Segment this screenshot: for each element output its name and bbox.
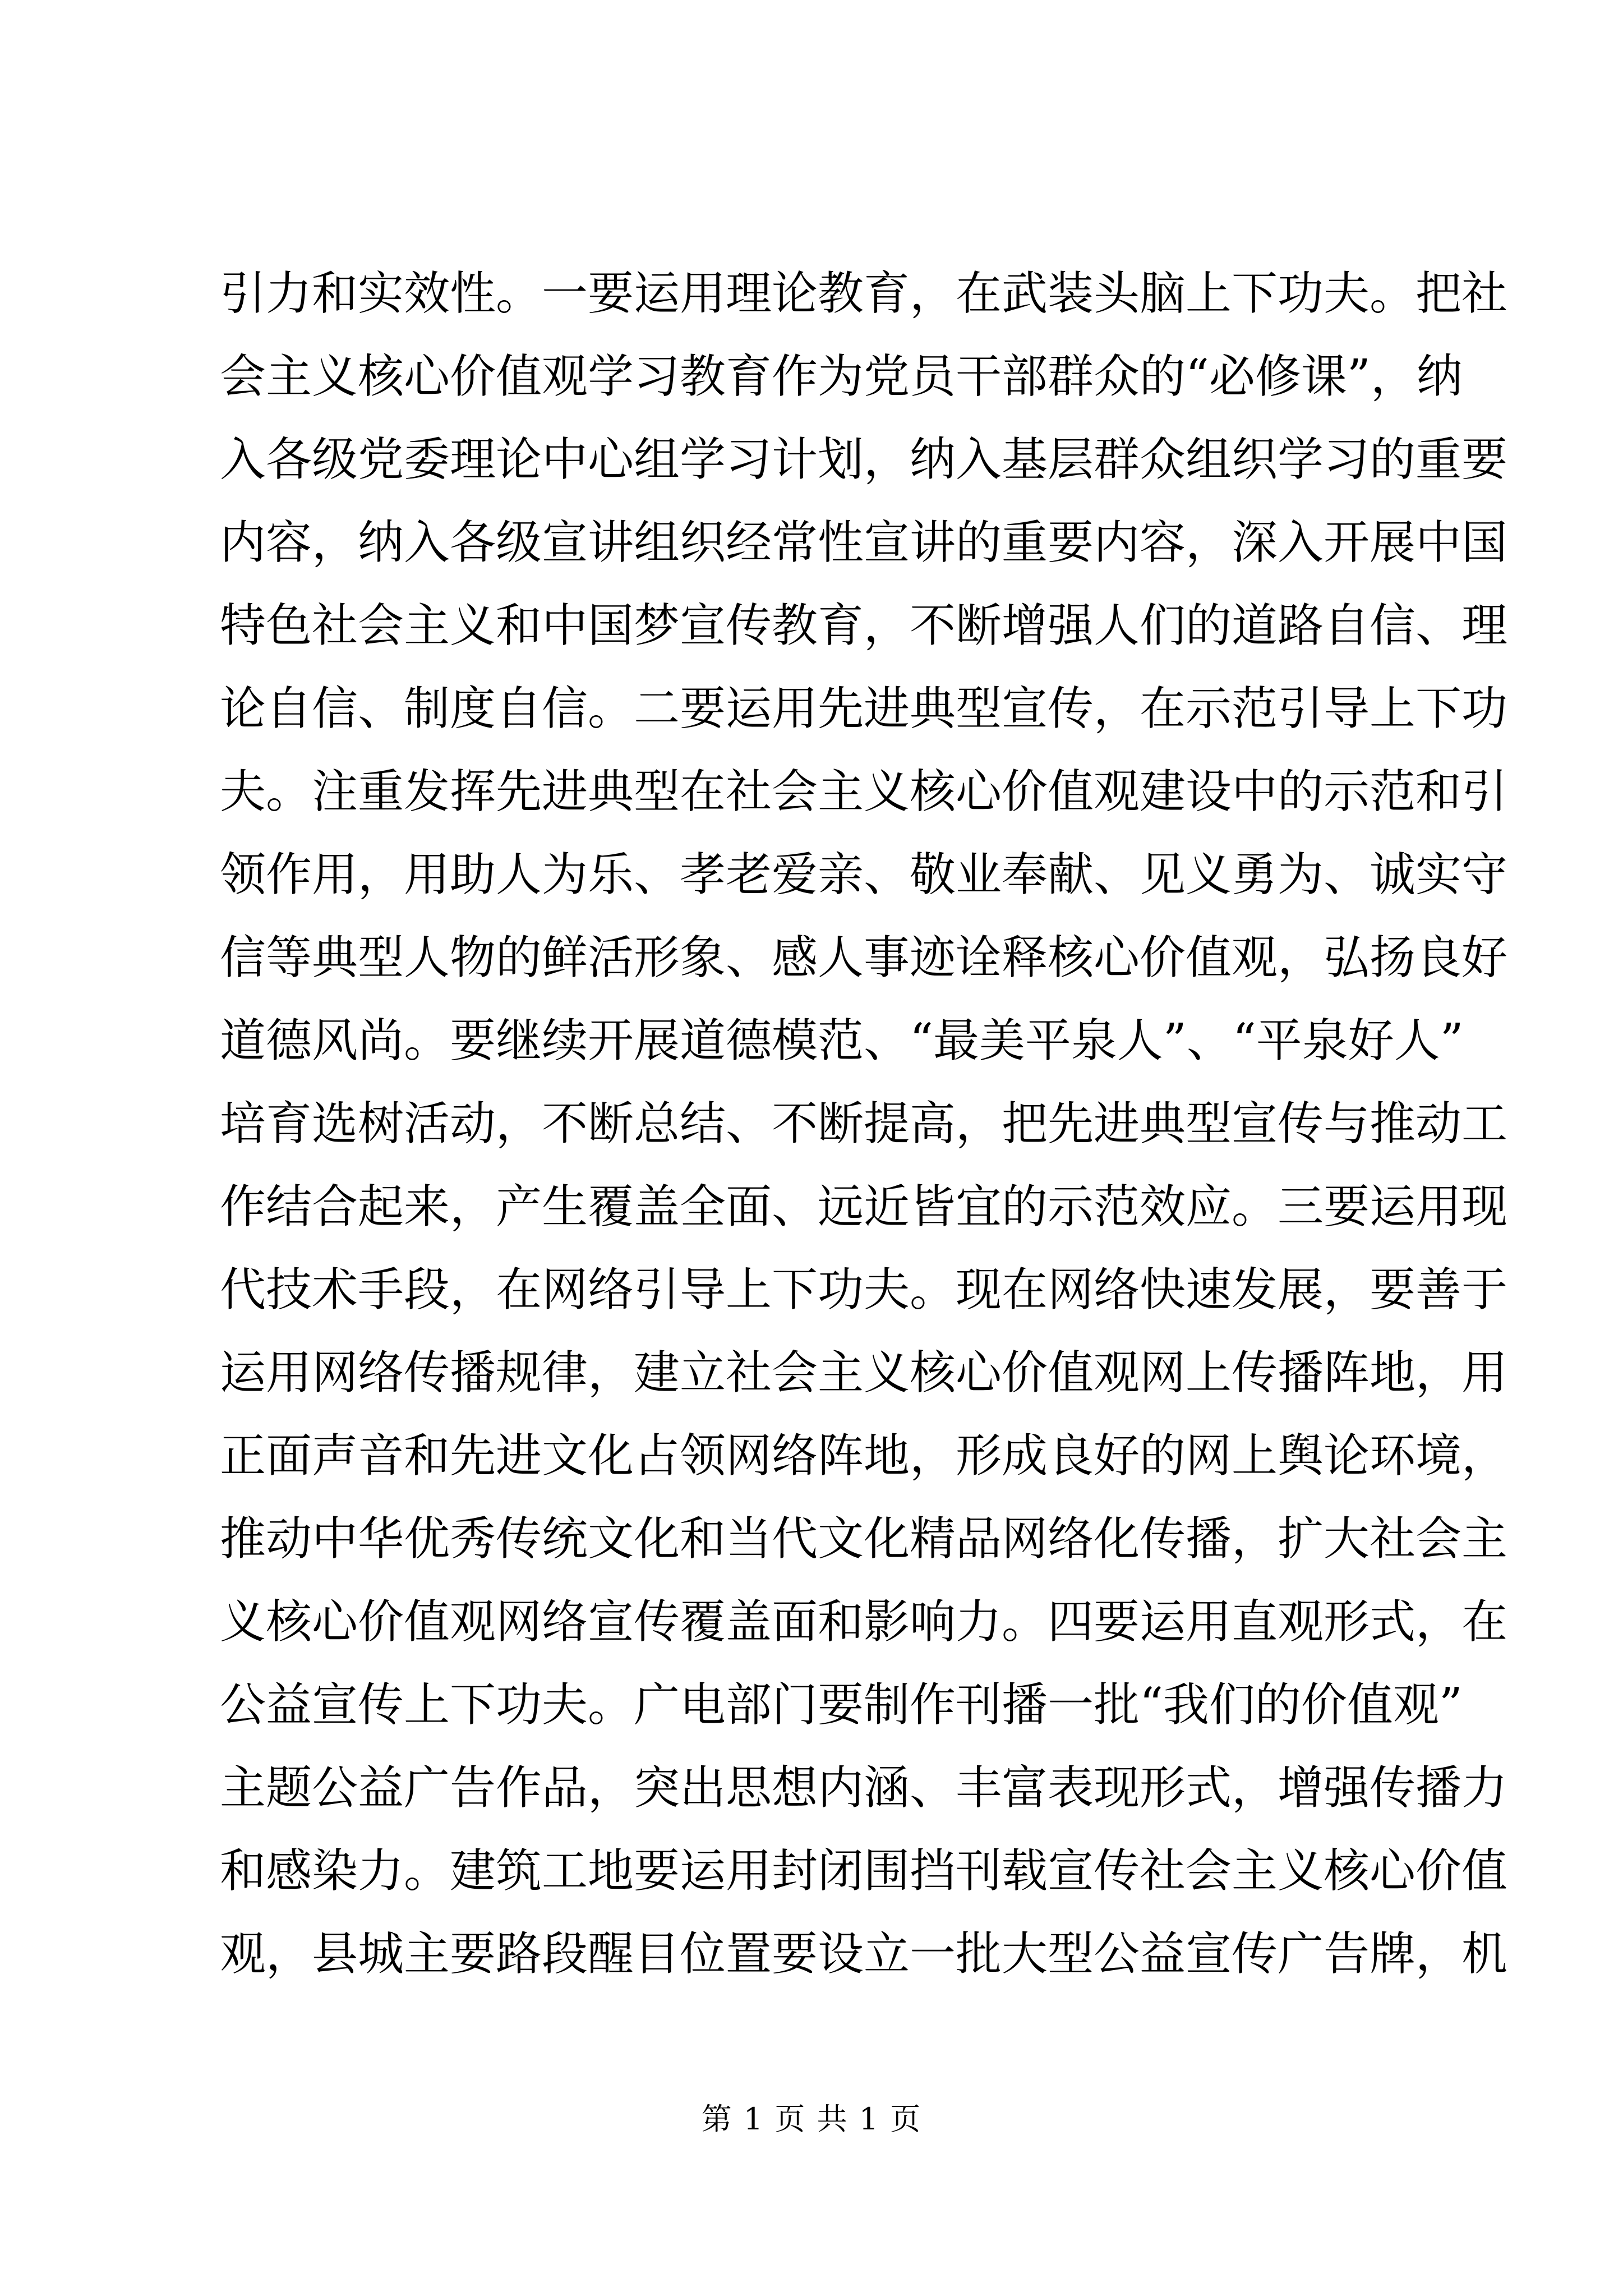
text-line: 入各级党委理论中心组学习计划，纳入基层群众组织学习的重要 <box>220 433 1508 486</box>
text-line: 培育选树活动，不断总结、不断提高，把先进典型宣传与推动工 <box>220 1097 1508 1151</box>
text-line: 夫。注重发挥先进典型在社会主义核心价值观建设中的示范和引 <box>220 765 1508 818</box>
text-line: 主题公益广告作品，突出思想内涵、丰富表现形式，增强传播力 <box>220 1761 1508 1815</box>
text-line: 正面声音和先进文化占领网络阵地，形成良好的网上舆论环境， <box>220 1429 1508 1483</box>
text-line: 道德风尚。要继续开展道德模范、“最美平泉人”、“平泉好人” <box>220 1014 1464 1068</box>
text-line: 公益宣传上下功夫。广电部门要制作刊播一批“我们的价值观” <box>220 1678 1463 1732</box>
text-line: 领作用，用助人为乐、孝老爱亲、敬业奉献、见义勇为、诚实守 <box>220 848 1508 901</box>
text-line: 义核心价值观网络宣传覆盖面和影响力。四要运用直观形式，在 <box>220 1595 1508 1649</box>
page-footer <box>0 2097 1623 2142</box>
text-line: 特色社会主义和中国梦宣传教育，不断增强人们的道路自信、理 <box>220 599 1508 652</box>
body-text <box>220 252 1508 1996</box>
text-line: 推动中华优秀传统文化和当代文化精品网络化传播，扩大社会主 <box>220 1512 1508 1566</box>
text-line: 引力和实效性。一要运用理论教育，在武装头脑上下功夫。把社 <box>220 267 1508 320</box>
text-line: 会主义核心价值观学习教育作为党员干部群众的“必修课”，纳 <box>220 350 1463 403</box>
text-line: 信等典型人物的鲜活形象、感人事迹诠释核心价值观，弘扬良好 <box>220 931 1508 984</box>
text-line: 运用网络传播规律，建立社会主义核心价值观网上传播阵地，用 <box>220 1346 1508 1400</box>
text-line: 和感染力。建筑工地要运用封闭围挡刊载宣传社会主义核心价值 <box>220 1844 1508 1898</box>
text-line: 论自信、制度自信。二要运用先进典型宣传，在示范引导上下功 <box>220 682 1508 735</box>
text-line: 观，县城主要路段醒目位置要设立一批大型公益宣传广告牌，机 <box>220 1927 1508 1981</box>
text-line: 代技术手段，在网络引导上下功夫。现在网络快速发展，要善于 <box>220 1263 1508 1317</box>
text-line: 作结合起来，产生覆盖全面、远近皆宜的示范效应。三要运用现 <box>220 1180 1508 1234</box>
page-number-label: 第 1 页 共 1 页 <box>701 2101 922 2137</box>
text-line: 内容，纳入各级宣讲组织经常性宣讲的重要内容，深入开展中国 <box>220 516 1508 569</box>
